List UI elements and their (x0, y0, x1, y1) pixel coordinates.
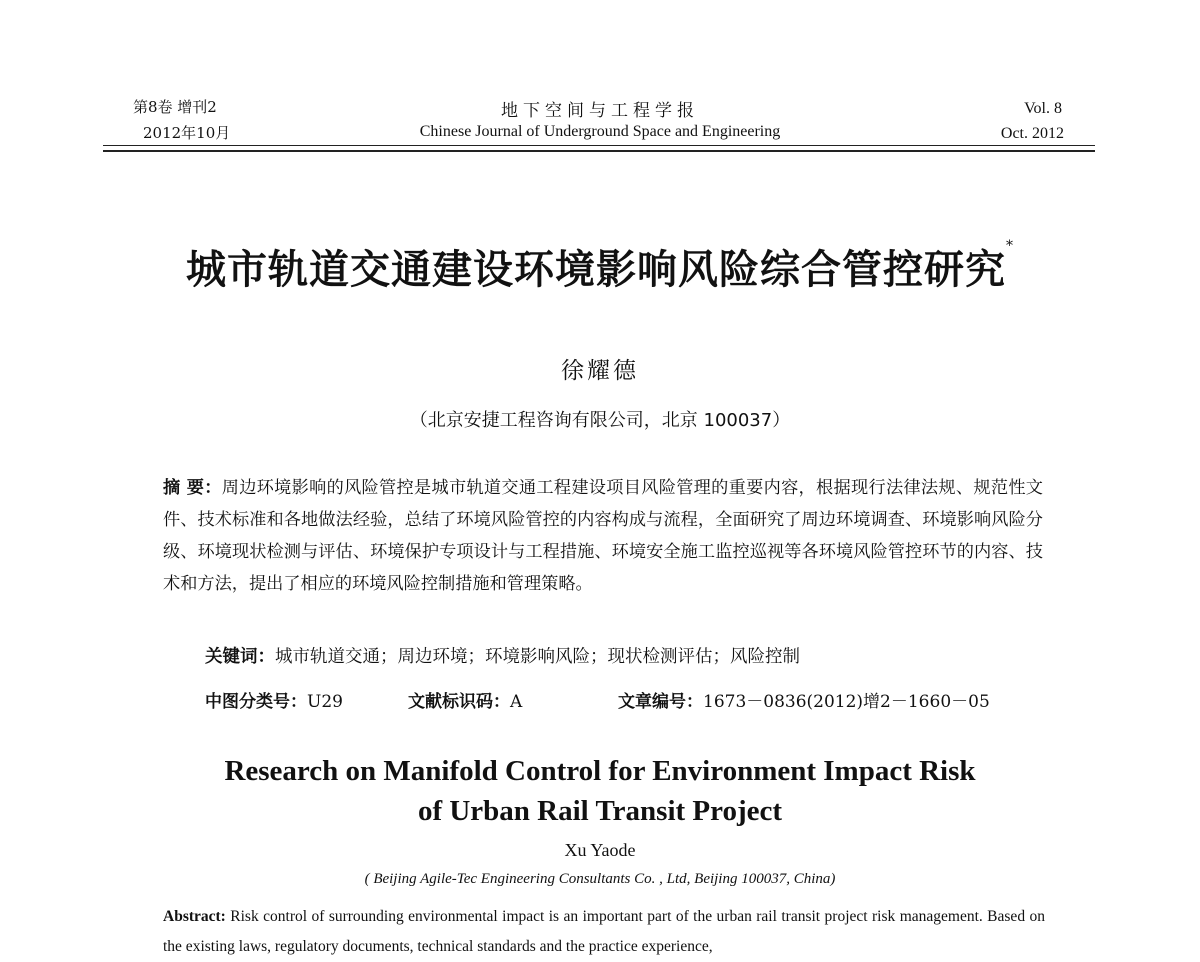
article-number: 文章编号：1673－0836(2012)增2－1660－05 (618, 692, 990, 712)
volume-en: Vol. 8 (1024, 100, 1062, 117)
abstract-text-en: Risk control of surrounding environmental impact is an important part of the urban rail transit project risk management. Based on the existing laws, regulatory documents, technical standards and the practice experience, (163, 908, 1046, 955)
journal-name-en: Chinese Journal of Underground Space and Engineering (419, 123, 781, 140)
author-en: Xu Yaode (564, 840, 636, 860)
journal-name-cn: 地下空间与工程学报 (501, 101, 699, 121)
affiliation-en: ( Beijing Agile-Tec Engineering Consultants Co. , Ltd, Beijing 100037, China) (364, 871, 836, 887)
keywords-cn (205, 643, 800, 668)
keywords-label-cn: 关键词： (205, 647, 275, 667)
date-en: Oct. 2012 (1000, 125, 1064, 142)
abstract-label-cn: 摘 要： (163, 478, 222, 498)
paper-title-cn: 城市轨道交通建设环境影响风险综合管控研究* (186, 238, 1014, 293)
volume-issue-cn: 第8卷 增刊2 (133, 98, 217, 116)
header-rule-thin (103, 145, 1095, 146)
affiliation-cn: （北京安捷工程咨询有限公司，北京 100037） (409, 410, 791, 431)
document-code: 文献标识码：A (408, 692, 523, 712)
date-cn: 2012年10月 (143, 124, 231, 142)
abstract-cn (163, 472, 1043, 600)
author-cn: 徐耀德 (561, 358, 639, 384)
header-rule-thick (103, 150, 1095, 152)
clc-number: 中图分类号：U29 (205, 692, 343, 712)
title-footnote-mark: * (1006, 238, 1014, 254)
paper-title-en-line1: Research on Manifold Control for Environment Impact Risk (224, 755, 976, 787)
abstract-text-cn: 周边环境影响的风险管控是城市轨道交通工程建设项目风险管理的重要内容，根据现行法律法规、规范性文件、技术标准和各地做法经验，总结了环境风险管控的内容构成与流程，全面研究了周边环境调查、环境影响风险分级、环境现状检测与评估、环境保护专项设计与工程措施、环境安全施工监控巡视等各环境风险管控环节的内容、技术和方法，提出了相应的环境风险控制措施和管理策略。 (163, 478, 1043, 594)
paper-title-en-line2: of Urban Rail Transit Project (417, 795, 783, 827)
keywords-text-cn: 城市轨道交通；周边环境；环境影响风险；现状检测评估；风险控制 (275, 647, 800, 667)
abstract-en (163, 902, 1045, 962)
abstract-label-en: Abstract: (163, 908, 226, 925)
